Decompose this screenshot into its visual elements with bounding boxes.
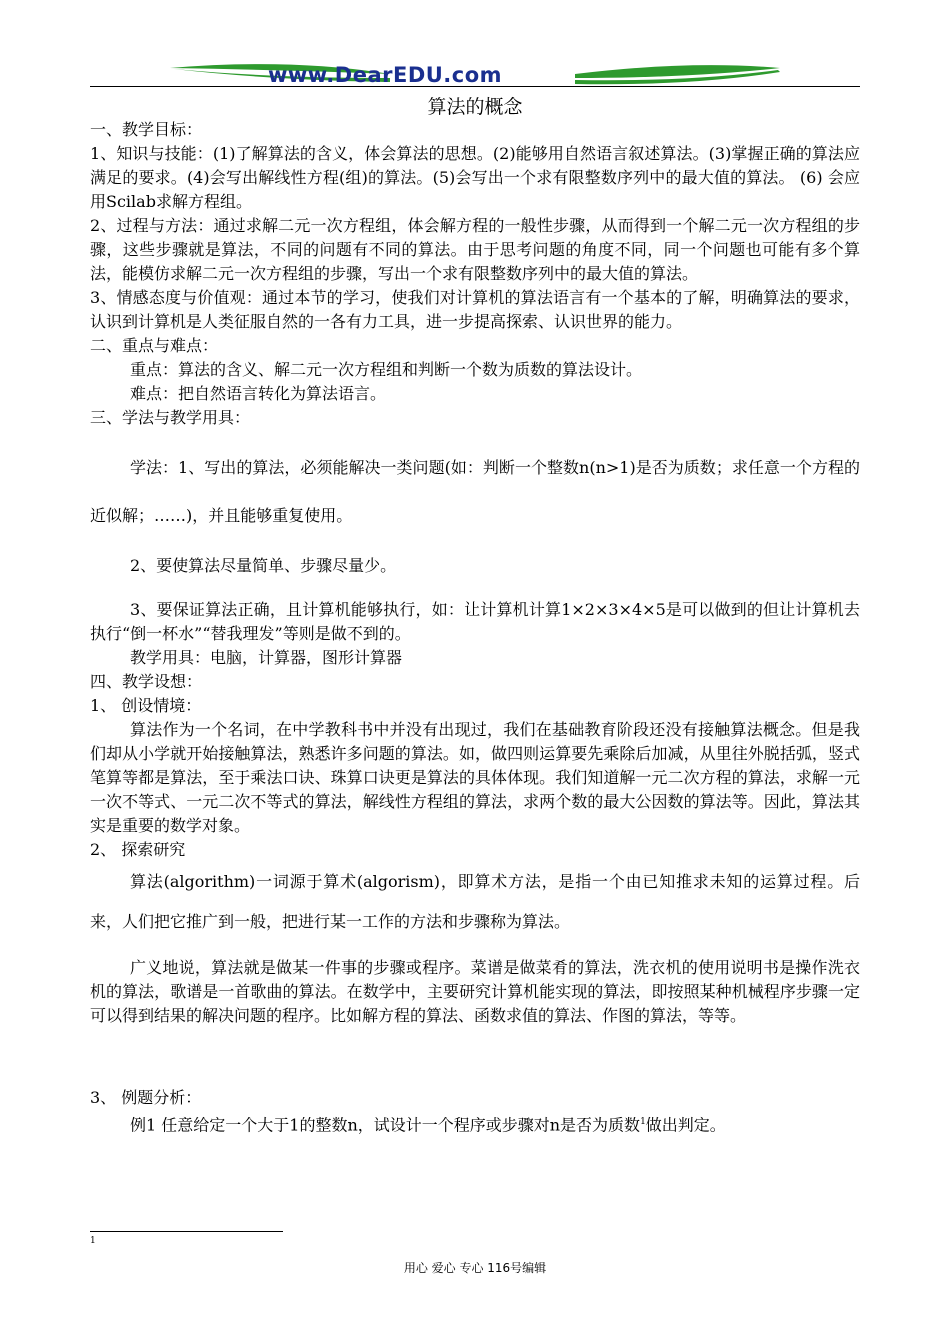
section-4-2-paragraph-1: 算法(algorithm)一词源于算术(algorism)，即算术方法，是指一个由已知推求未知的运算过程。后来，人们把它推广到一般，把进行某一工作的方法和步骤称为算法。 — [90, 872, 860, 931]
section-4-1-heading: 1、 创设情境： — [90, 696, 202, 715]
site-logo-text[interactable]: www.DearEDU.com — [267, 63, 503, 87]
section-3-heading: 三、学法与教学用具： — [90, 408, 251, 427]
section-3-paragraph-3: 3、要保证算法正确，且计算机能够执行，如：让计算机计算1×2×3×4×5是可以做到的但让计算机去执行“倒一杯水”“替我理发”等则是做不到的。 — [90, 600, 860, 643]
section-4-1-paragraph: 算法作为一个名词，在中学教科书中并没有出现过，我们在基础教育阶段还没有接触算法概念。但是我们却从小学就开始接触算法，熟悉许多问题的算法。如，做四则运算要先乘除后加减，从里往外脱括弧，竖式笔算等都是算法，至于乘法口诀、珠算口诀更是算法的具体体现。我们知道解一元二次方程的算法，求解一元一次不等式、一元二次不等式的算法，解线性方程组的算法，求两个数的最大公因数的算法等。因此，算法其实是重要的数学对象。 — [90, 720, 860, 835]
section-4-2-paragraph-2: 广义地说，算法就是做某一件事的步骤或程序。菜谱是做菜肴的算法，洗衣机的使用说明书是操作洗衣机的算法，歌谱是一首歌曲的算法。在数学中，主要研究计算机能实现的算法，即按照某种机械程序步骤一定可以得到结果的解决问题的程序。比如解方程的算法、函数求值的算法、作图的算法，等等。 — [90, 958, 860, 1025]
document-body — [90, 118, 860, 1137]
example-1-text-b: 做出判定。 — [645, 1115, 726, 1135]
section-1-paragraph-3: 3、情感态度与价值观：通过本节的学习，使我们对计算机的算法语言有一个基本的了解，明确算法的要求，认识到计算机是人类征服自然的一各有力工具，进一步提高探索、认识世界的能力。 — [90, 288, 860, 331]
footnote-reference[interactable]: 1 — [640, 1117, 646, 1127]
section-3-tools: 教学用具：电脑，计算器，图形计算器 — [130, 648, 403, 667]
page-footer: 用心 爱心 专心 116号编辑 — [403, 1261, 547, 1275]
section-4-heading: 四、教学设想： — [90, 672, 203, 691]
section-2-heading: 二、重点与难点： — [90, 336, 219, 355]
section-2-difficulty: 难点：把自然语言转化为算法语言。 — [130, 384, 387, 403]
footnote-rule — [90, 1231, 283, 1232]
example-1 — [90, 1110, 860, 1137]
section-4-2-heading: 2、 探索研究 — [90, 840, 186, 859]
section-1-paragraph-1: 1、知识与技能：(1)了解算法的含义，体会算法的思想。(2)能够用自然语言叙述算法。(3)掌握正确的算法应满足的要求。(4)会写出解线性方程(组)的算法。(5)会写出一个求有限整数序列中的最大值的算法。 (6) 会应用Scilab求解方程组。 — [90, 144, 860, 211]
section-1-paragraph-2: 2、过程与方法：通过求解二元一次方程组，体会解方程的一般性步骤，从而得到一个解二元一次方程组的步骤，这些步骤就是算法，不同的问题有不同的算法。由于思考问题的角度不同，同一个问题也可能有多个算法，能模仿求解二元一次方程组的步骤，写出一个求有限整数序列中的最大值的算法。 — [90, 216, 860, 283]
header-rule — [90, 86, 860, 87]
section-1-heading: 一、教学目标： — [90, 120, 203, 139]
footnote-mark: 1 — [90, 1236, 96, 1246]
section-3-paragraph-2: 2、要使算法尽量简单、步骤尽量少。 — [130, 556, 397, 575]
page-title: 算法的概念 — [427, 96, 523, 118]
example-1-text-a: 例1 任意给定一个大于1的整数n，试设计一个程序或步骤对n是否为质数 — [130, 1115, 641, 1135]
section-2-key-points: 重点：算法的含义、解二元一次方程组和判断一个数为质数的算法设计。 — [130, 360, 643, 379]
section-3-paragraph-1: 学法：1、写出的算法，必须能解决一类问题(如：判断一个整数n(n>1)是否为质数；求任意一个方程的近似解；……)，并且能够重复使用。 — [90, 458, 860, 525]
section-4-3-heading: 3、 例题分析： — [90, 1088, 202, 1107]
